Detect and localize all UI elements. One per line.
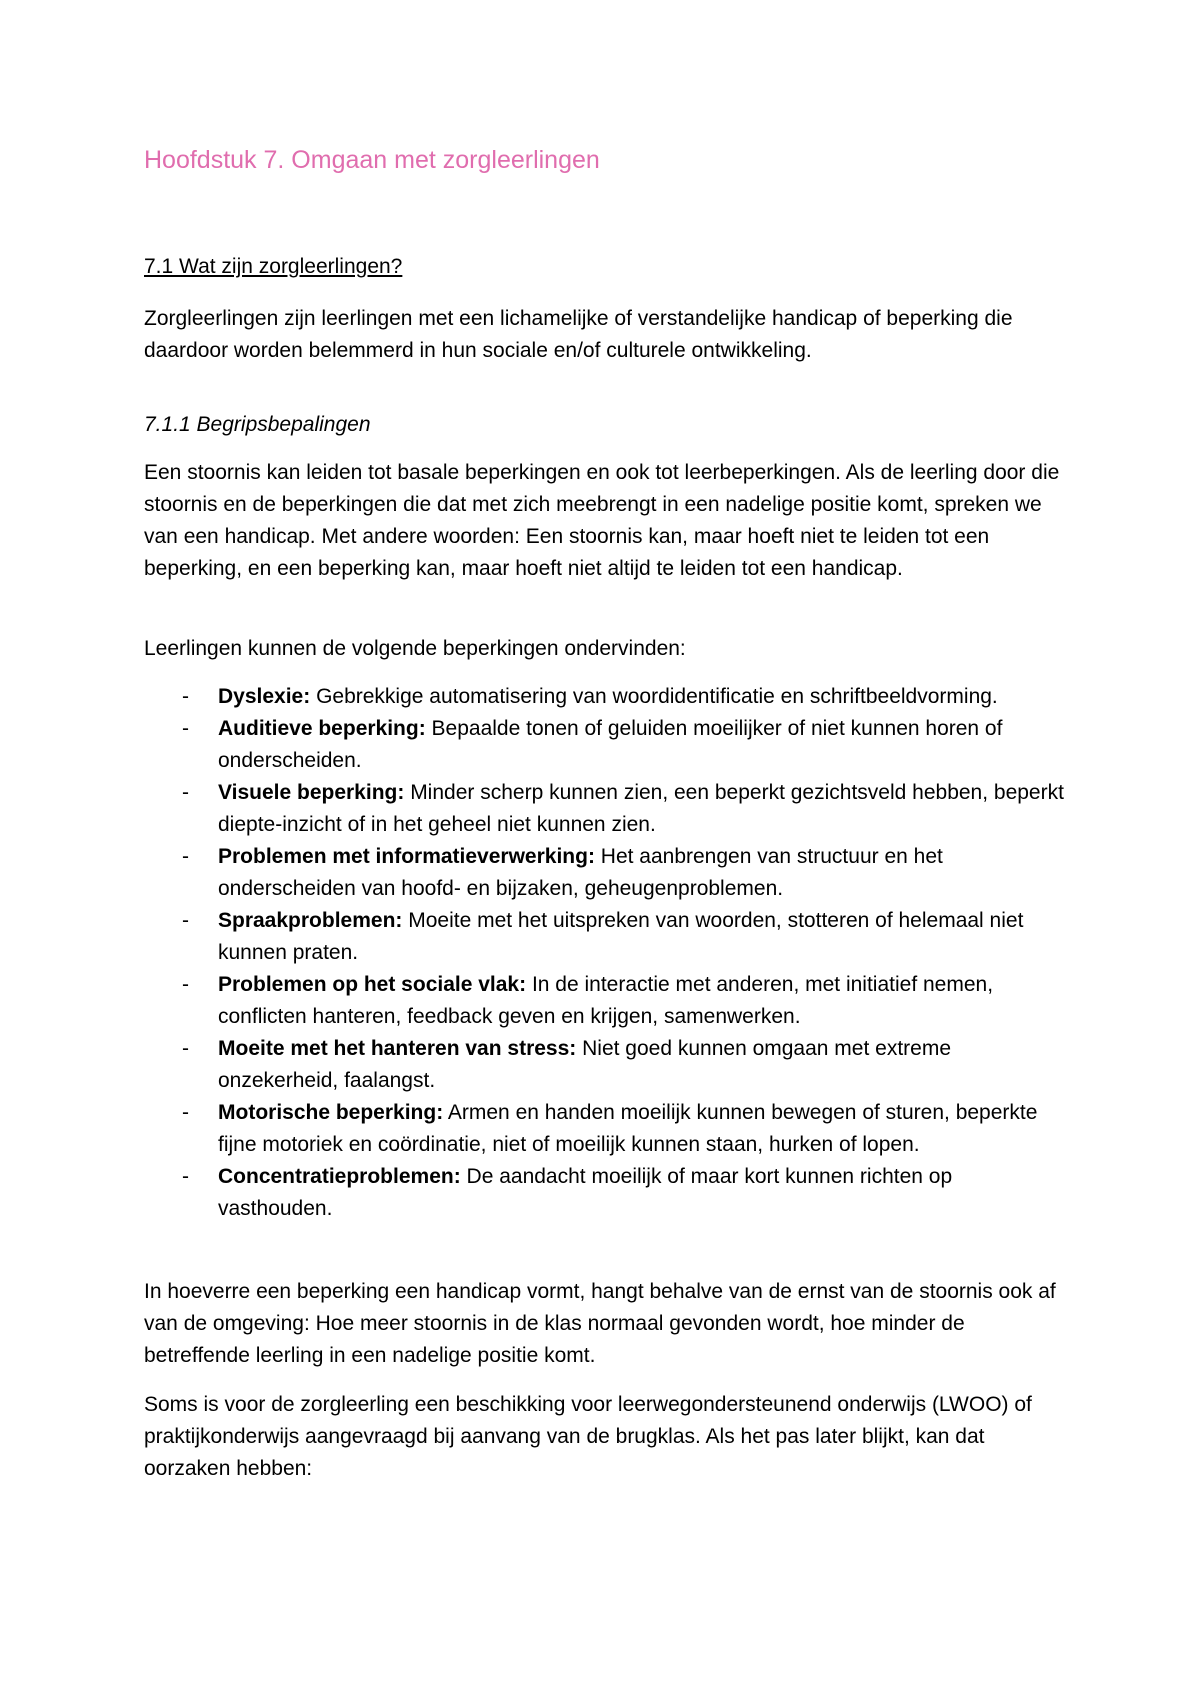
list-item-term: Spraakproblemen:	[218, 909, 403, 932]
list-item	[144, 713, 1064, 777]
lwoo-paragraph: Soms is voor de zorgleerling een beschikking voor leerwegondersteunend onderwijs (LWOO) of praktijkonderwijs aangevraagd bij aanvang van de brugklas. Als het pas later blijkt, kan dat oorzaken hebben:	[144, 1393, 1032, 1480]
definitions-paragraph: Een stoornis kan leiden tot basale beperkingen en ook tot leerbeperkingen. Als de leerling door die stoornis en de beperkingen die dat met zich meebrengt in een nadelige positie komt, spreken we van een handicap. Met andere woorden: Een stoornis kan, maar hoeft niet te leiden tot een beperking, en een beperking kan, maar hoeft niet altijd te leiden tot een handicap.	[144, 461, 1060, 580]
list-bullet: -	[182, 685, 189, 708]
list-item-text: Moeite met het uitspreken van woorden, stotteren of helemaal niet kunnen praten.	[218, 909, 1024, 964]
list-item	[144, 969, 1064, 1033]
section-intro-paragraph: Zorgleerlingen zijn leerlingen met een lichamelijke of verstandelijke handicap of beperking die daardoor worden belemmerd in hun sociale en/of culturele ontwikkeling.	[144, 307, 1013, 362]
list-item-term: Auditieve beperking:	[218, 717, 426, 740]
list-item-term: Dyslexie:	[218, 685, 311, 708]
list-item-term: Concentratieproblemen:	[218, 1165, 461, 1188]
list-intro-paragraph: Leerlingen kunnen de volgende beperkingen ondervinden:	[144, 637, 686, 660]
list-item-text: Het aanbrengen van structuur en het onderscheiden van hoofd- en bijzaken, geheugenproblemen.	[218, 845, 943, 900]
list-bullet: -	[182, 845, 189, 868]
list-item	[144, 905, 1064, 969]
list-bullet: -	[182, 1165, 189, 1188]
list-item-text: Armen en handen moeilijk kunnen bewegen of sturen, beperkte fijne motoriek en coördinatie, niet of moeilijk kunnen staan, hurken of lopen.	[218, 1101, 1038, 1156]
list-bullet: -	[182, 973, 189, 996]
list-bullet: -	[182, 781, 189, 804]
environment-paragraph: In hoeverre een beperking een handicap vormt, hangt behalve van de ernst van de stoornis ook af van de omgeving: Hoe meer stoornis in de klas normaal gevonden wordt, hoe minder de betreffende leerling in een nadelige positie komt.	[144, 1280, 1056, 1367]
list-item-text: De aandacht moeilijk of maar kort kunnen richten op vasthouden.	[218, 1165, 953, 1220]
list-item	[144, 681, 1064, 713]
list-bullet: -	[182, 717, 189, 740]
list-item	[144, 841, 1064, 905]
list-item-term: Problemen met informatieverwerking:	[218, 845, 595, 868]
list-item-term: Moeite met het hanteren van stress:	[218, 1037, 577, 1060]
list-item	[144, 777, 1064, 841]
list-bullet: -	[182, 1037, 189, 1060]
list-item-term: Motorische beperking:	[218, 1101, 444, 1124]
list-bullet: -	[182, 1101, 189, 1124]
limitations-list	[144, 681, 1064, 1225]
list-item	[144, 1033, 1064, 1097]
chapter-title: Hoofdstuk 7. Omgaan met zorgleerlingen	[144, 146, 600, 174]
list-item-text: Niet goed kunnen omgaan met extreme onzekerheid, faalangst.	[218, 1037, 951, 1092]
section-heading: 7.1 Wat zijn zorgleerlingen?	[144, 255, 403, 278]
list-item	[144, 1161, 1064, 1225]
subsection-heading: 7.1.1 Begripsbepalingen	[144, 413, 371, 436]
list-item-text: Bepaalde tonen of geluiden moeilijker of niet kunnen horen of onderscheiden.	[218, 717, 1003, 772]
list-bullet: -	[182, 909, 189, 932]
list-item-text: Gebrekkige automatisering van woordidentificatie en schriftbeeldvorming.	[310, 685, 998, 708]
list-item-term: Visuele beperking:	[218, 781, 405, 804]
list-item-term: Problemen op het sociale vlak:	[218, 973, 527, 996]
list-item-text: In de interactie met anderen, met initiatief nemen, conflicten hanteren, feedback geven en krijgen, samenwerken.	[218, 973, 994, 1028]
list-item	[144, 1097, 1064, 1161]
list-item-text: Minder scherp kunnen zien, een beperkt gezichtsveld hebben, beperkt diepte-inzicht of in het geheel niet kunnen zien.	[218, 781, 1064, 836]
